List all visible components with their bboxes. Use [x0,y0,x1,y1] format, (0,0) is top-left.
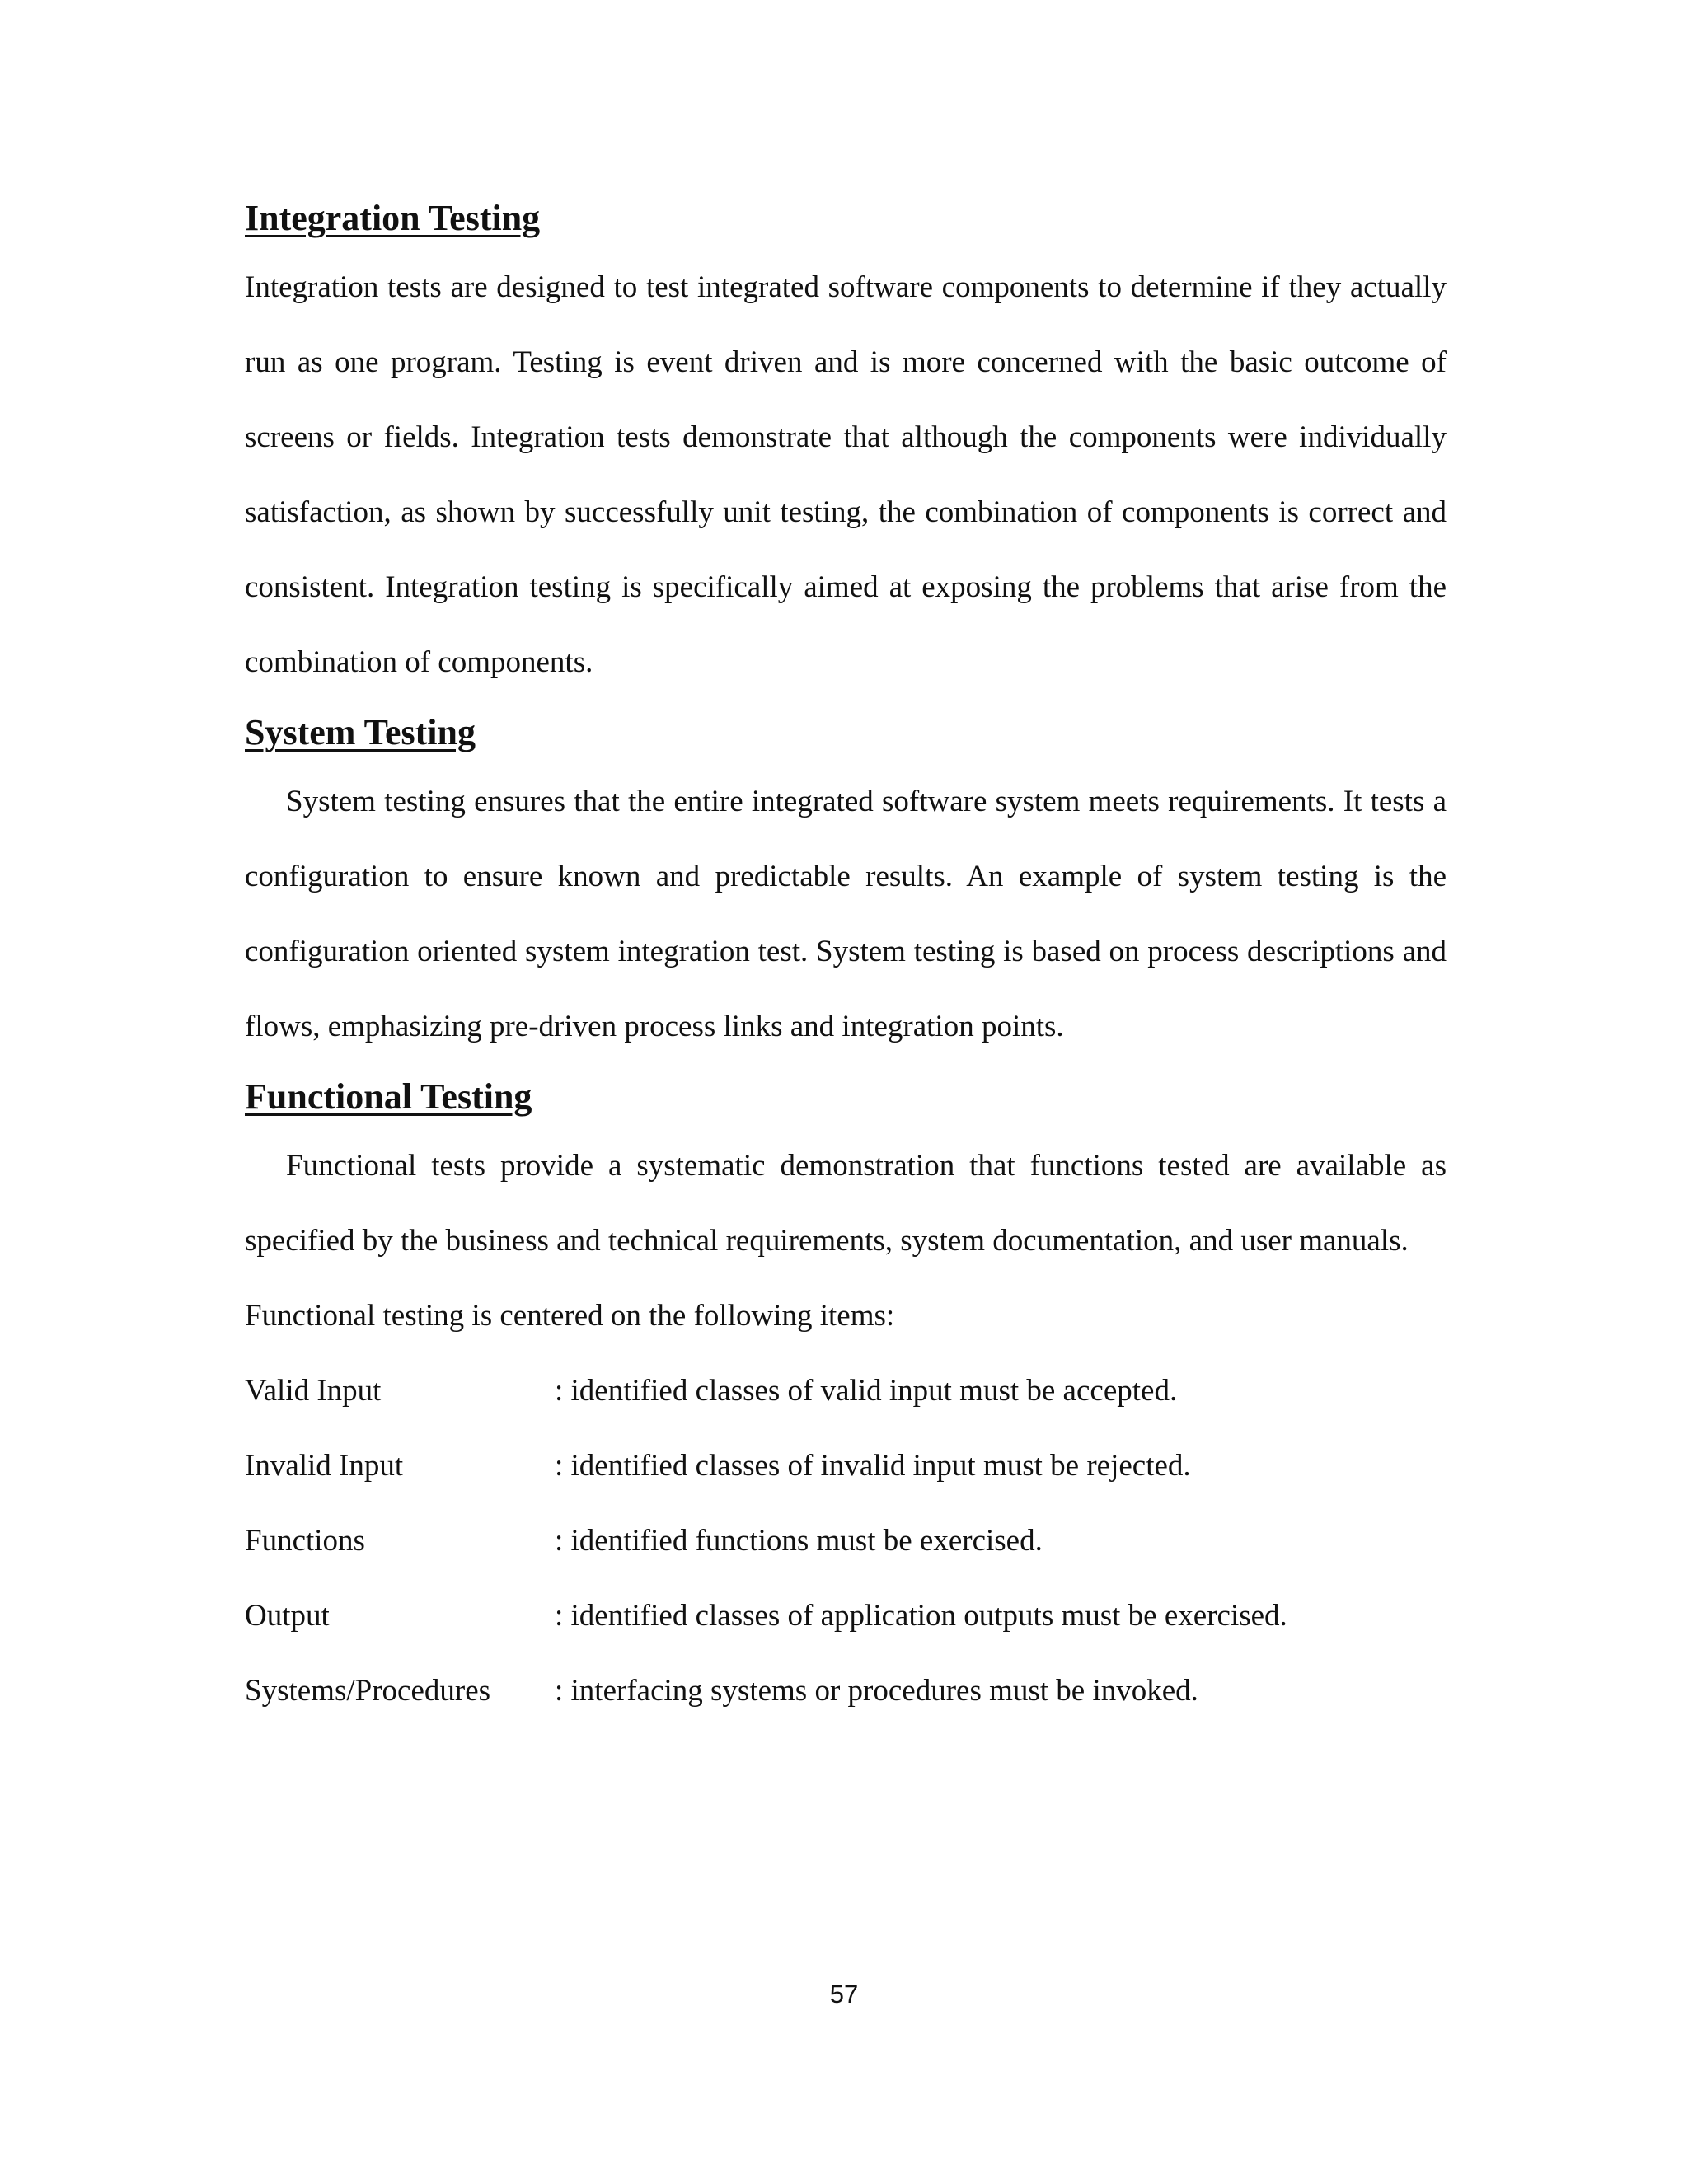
functional-items-list [245,1353,1447,1728]
heading-integration-testing: Integration Testing [245,198,541,238]
item-label: Systems/Procedures [245,1674,491,1708]
heading-system-testing: System Testing [245,712,476,752]
item-label: Invalid Input [245,1449,404,1483]
item-description: : identified classes of invalid input must be rejected. [555,1449,1191,1483]
list-item [245,1503,1447,1578]
paragraph-system-testing: System testing ensures that the entire integrated software system meets requirements. It tests a configuration to ensure known and predictable results. An example of system testing is the configuration oriented system integration test. System testing is based on process descriptions and flows, emphasizing pre-driven process links and integration points. [245,785,1447,1043]
item-description: : identified classes of valid input must be accepted. [555,1374,1178,1408]
list-item [245,1653,1447,1728]
list-item [245,1578,1447,1653]
page-content [245,194,1447,1728]
page-number: 57 [829,1980,859,2008]
paragraph-functional-testing: Functional tests provide a systematic demonstration that functions tested are available as specified by the business and technical requirements, system documentation, and user manuals. [245,1149,1447,1258]
item-description: : identified functions must be exercised. [555,1524,1043,1558]
paragraph-integration-testing: Integration tests are designed to test integrated software components to determine if they actually run as one program. Testing is event driven and is more concerned with the basic outcome of screens or fields. Integration tests demonstrate that although the components were individually satisfaction, as shown by successfully unit testing, the combination of components is correct and consistent. Integration testing is specifically aimed at exposing the problems that arise from the combination of components. [245,270,1447,679]
list-item [245,1428,1447,1503]
item-description: : interfacing systems or procedures must be invoked. [555,1674,1198,1708]
item-label: Functions [245,1524,365,1558]
paragraph-functional-centered-on: Functional testing is centered on the following items: [245,1299,895,1333]
item-description: : identified classes of application outputs must be exercised. [555,1599,1287,1633]
item-label: Output [245,1599,330,1633]
heading-functional-testing: Functional Testing [245,1076,532,1117]
item-label: Valid Input [245,1374,382,1408]
list-item [245,1353,1447,1428]
